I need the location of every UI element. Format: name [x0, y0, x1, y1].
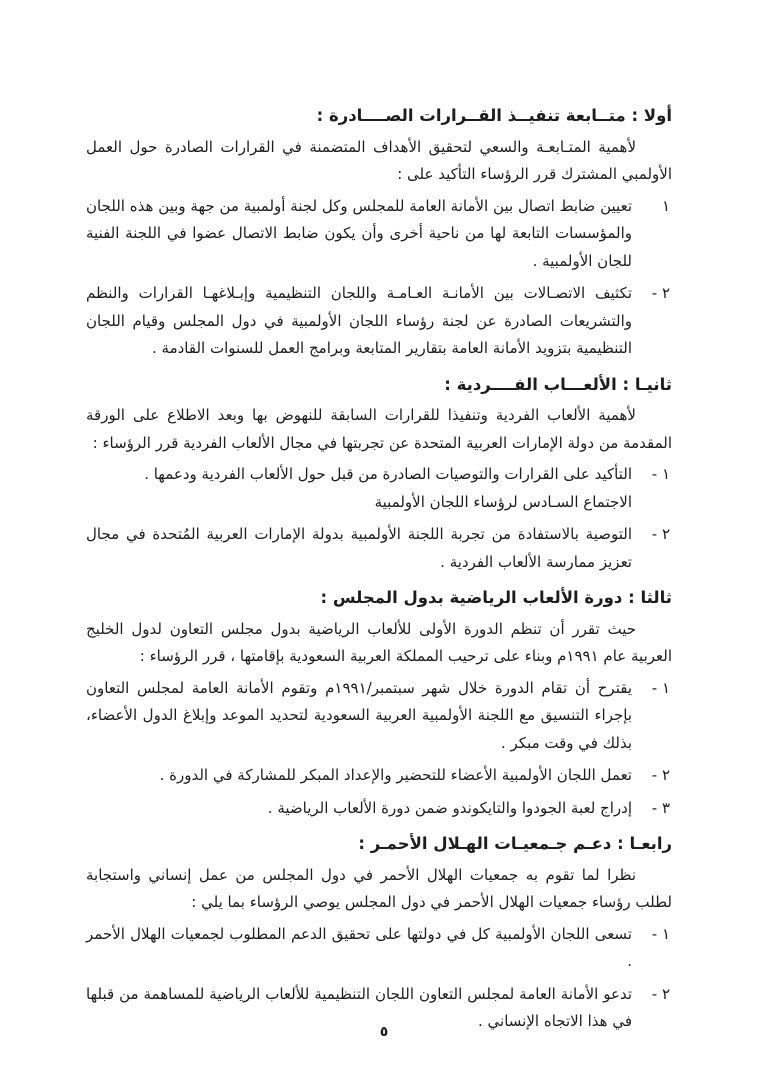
item-text: يقترح أن تقام الدورة خلال شهر سبتمبر/١٩٩١م وتقوم الأمانة العامة لمجلس التعاون بإجراء التنسيق مع اللجنة الأولمبية العربية السعودية لتحديد الموعد وإبلاغ الدول الأعضاء، بذلك في وقت مبكر . — [86, 678, 632, 752]
item-text: تكثيف الاتصـالات بين الأمانـة العـامـة واللجان التنظيمية وإبـلاغهـا القرارات والنظم والتشريعات الصادرة عن لجنة رؤساء اللجان الأولمبية في دول المجلس وقيام اللجان التنظيمية بتزويد الأمانة العامة بتقارير المتابعة وبرامج العمل للسنوات القادمة . — [86, 284, 632, 357]
section-1-heading: أولا : متــابعة تنفيــذ القــرارات الصــــادرة : — [316, 106, 672, 125]
section-individual-games — [86, 371, 672, 577]
item-number: ٢ - — [651, 984, 670, 1003]
section-4-heading: رابعـا : دعـم جـمعيـات الهـلال الأحمـر : — [358, 834, 672, 853]
section-sports-tournament — [86, 584, 672, 822]
page-number: ٥ — [379, 1024, 389, 1040]
item-text: إدراج لعبة الجودوا والتايكوندو ضمن دورة الألعاب الرياضية . — [267, 798, 632, 817]
list-item — [86, 921, 672, 976]
list-item — [86, 280, 672, 363]
section-decisions-followup — [86, 102, 672, 363]
section-1-intro: لأهمية المتـابعـة والسعي لتحقيق الأهداف المتضمنة في القرارات الصادرة حول العمل الأولمبي المشترك قرر الرؤساء التأكيد على : — [86, 137, 672, 183]
item-text: تسعى اللجان الأولمبية كل في دولتها على تحقيق الدعم المطلوب لجمعيات الهلال الأحمر . — [86, 924, 632, 970]
list-item — [86, 521, 672, 576]
list-item — [86, 762, 672, 790]
item-number: ٢ - — [651, 284, 670, 302]
section-4-intro: نظرا لما تقوم به جمعيات الهلال الأحمر في دول المجلس من عمل إنساني واستجابة لطلب رؤساء جمعيات الهلال الأحمر في دول المجلس يوصي الرؤساء بما يلي : — [86, 865, 672, 911]
item-number: ٢ - — [651, 525, 670, 543]
item-text: تدعو الأمانة العامة لمجلس التعاون اللجان التنظيمية للألعاب الرياضية للمساهمة من قبلها في هذا الاتجاه الإنساني . — [86, 984, 632, 1030]
item-number: ١ - — [651, 924, 670, 943]
item-text: تعمل اللجان الأولمبية الأعضاء للتحضير والإعداد المبكر للمشاركة في الدورة . — [159, 766, 632, 784]
list-item — [86, 795, 672, 823]
section-2-heading: ثانيـا : الألعـــاب الفــــردية : — [444, 374, 672, 394]
item-number: ٣ - — [651, 798, 670, 817]
item-number: ٢ - — [651, 766, 670, 784]
section-3-heading: ثالثا : دورة الألعاب الرياضية بدول المجلس : — [320, 588, 672, 607]
item-text: تعيين ضابط اتصال بين الأمانة العامة للمجلس وكل لجنة أولمبية من جهة وبين هذه اللجان والمؤسسات التابعة لها من ناحية أخرى وأن يكون ضابط الاتصال عضوا في اللجنة الفنية للجان الأولمبية . — [86, 196, 632, 270]
section-2-intro: لأهمية الألعاب الفردية وتنفيذا للقرارات السابقة للنهوض بها وبعد الاطلاع على الورقة المقدمة من دولة الإمارات العربية المتحدة عن تجربتها في مجال الألعاب الفردية قرر الرؤساء : — [86, 406, 672, 452]
list-item — [86, 193, 672, 276]
item-number: ١ - — [651, 465, 670, 483]
item-text: التأكيد على القرارات والتوصيات الصادرة من قبل حول الألعاب الفردية ودعمها . — [144, 465, 632, 483]
section-3-intro: حيث تقرر أن تنظم الدورة الأولى للألعاب الرياضية بدول مجلس التعاون لدول الخليج العربية عام ١٩٩١م وبناء على ترحيب المملكة العربية السعودية بإقامتها ، قرر الرؤساء : — [86, 619, 672, 665]
list-item — [86, 461, 672, 516]
item-note: الاجتماع السـادس لرؤساء اللجان الأولمبية — [374, 492, 632, 511]
item-number: ١ - — [651, 678, 670, 697]
list-item — [86, 675, 672, 758]
section-red-crescent-support — [86, 830, 672, 1036]
item-number: ١ — [661, 196, 670, 215]
item-text: التوصية بالاستفادة من تجربة اللجنة الأولمبية بدولة الإمارات العربية المُتحدة في مجال تعزيز ممارسة الألعاب الفردية . — [86, 525, 632, 571]
